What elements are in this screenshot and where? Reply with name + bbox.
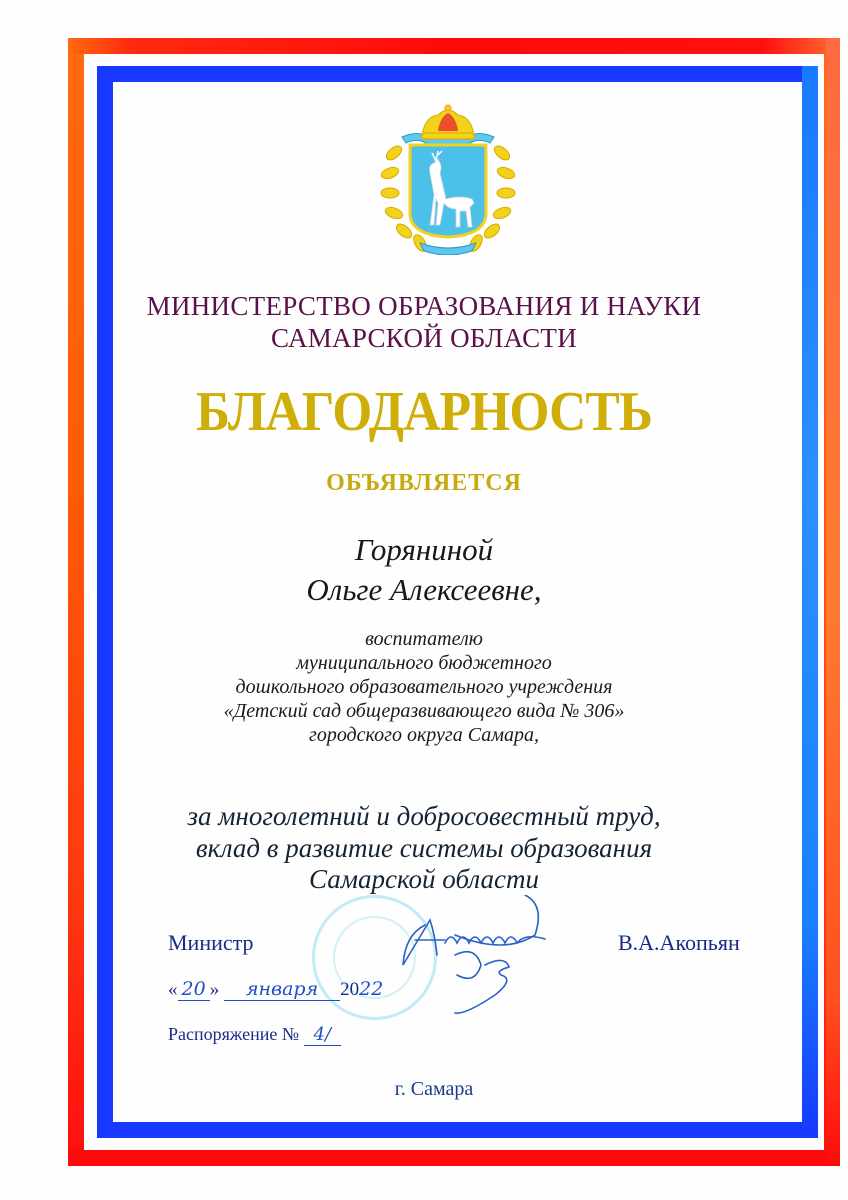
announce-text: ОБЪЯВЛЯЕТСЯ: [326, 470, 522, 496]
date-line: [168, 978, 383, 1001]
reason-line: вклад в развитие системы образования: [195, 833, 653, 863]
position-line: воспитателю: [365, 628, 483, 650]
signatory-title: Министр: [168, 930, 254, 955]
position-line: дошкольного образовательного учреждения: [235, 676, 613, 698]
samara-oblast-coat-of-arms-icon: [380, 103, 516, 255]
position-line: муниципального бюджетного: [296, 652, 552, 674]
date-close-quote: »: [209, 979, 220, 1000]
date-day: 20: [178, 978, 210, 1001]
date-open-quote: «: [168, 979, 178, 1000]
signatory-name: В.А.Акопьян: [618, 930, 740, 955]
reason-line: за многолетний и добросовестный труд,: [187, 801, 661, 831]
date-year-printed: 20: [340, 979, 360, 1000]
date-month: января: [224, 978, 340, 1001]
position-line: городского округа Самара,: [309, 724, 539, 746]
signature-icon: [385, 895, 575, 1015]
order-label: Распоряжение №: [168, 1024, 300, 1044]
recipient-given-name: Ольге Алексеевне,: [306, 572, 542, 607]
ministry-name-line2: САМАРСКОЙ ОБЛАСТИ: [270, 323, 577, 353]
certificate-title: БЛАГОДАРНОСТЬ: [196, 381, 652, 443]
order-number: 4/: [304, 1024, 342, 1046]
outer-frame-top: [68, 38, 840, 54]
position-line: «Детский сад общеразвивающего вида № 306»: [223, 700, 625, 722]
order-line: [168, 1024, 341, 1046]
reason-line: Самарской области: [309, 864, 539, 894]
outer-frame-bottom: [68, 1150, 840, 1166]
city: г. Самара: [394, 1078, 474, 1100]
ministry-name-line1: МИНИСТЕРСТВО ОБРАЗОВАНИЯ И НАУКИ: [146, 291, 702, 321]
recipient-surname: Горяниной: [354, 532, 494, 567]
date-year-handwritten: 22: [359, 978, 384, 1000]
